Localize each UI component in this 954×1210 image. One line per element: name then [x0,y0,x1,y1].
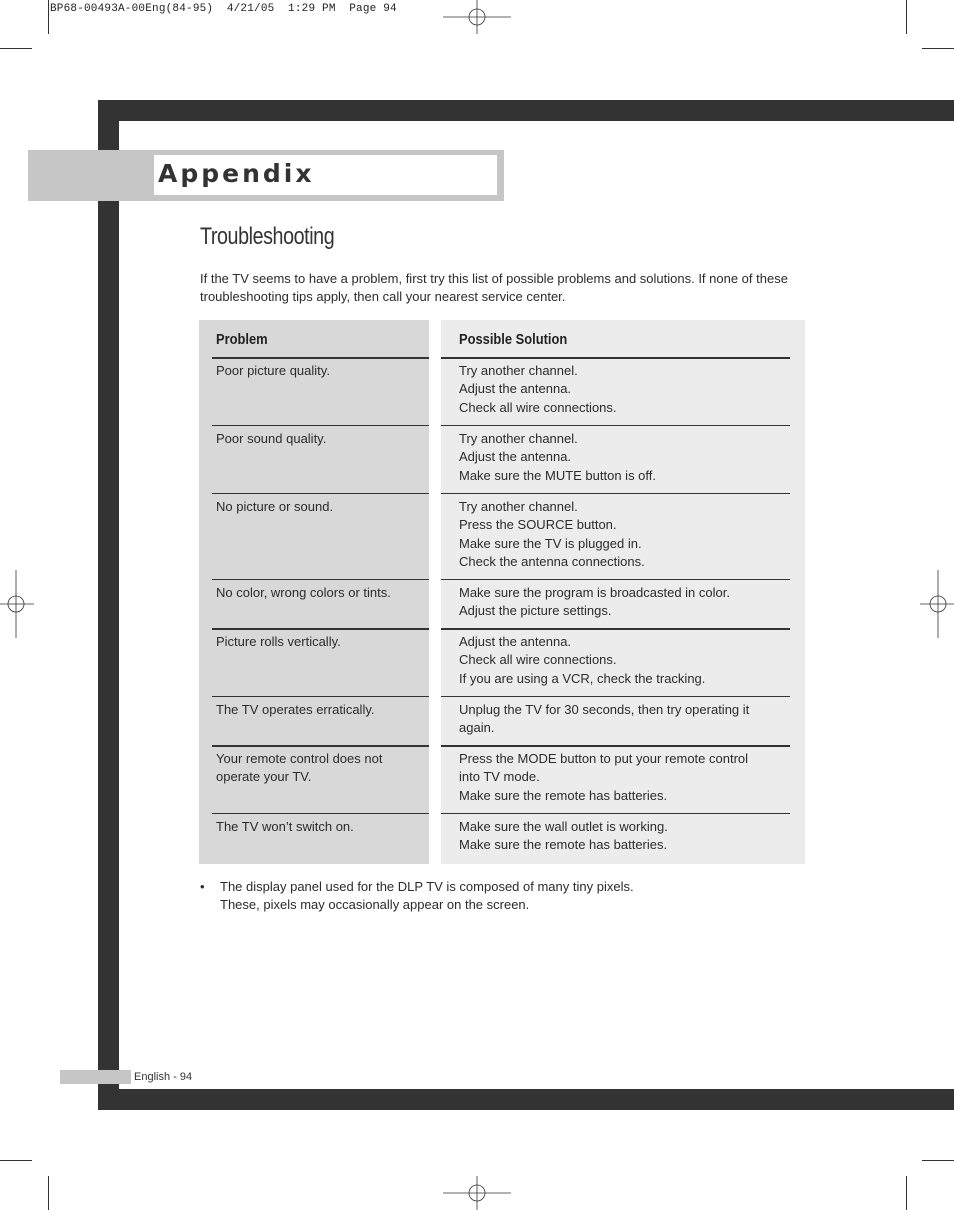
row-divider [441,745,790,747]
row-divider [441,628,790,630]
solution-text: Make sure the MUTE button is off. [459,467,657,483]
problem-text: No picture or sound. [216,499,334,514]
solution-text: Try another channel. [459,431,578,446]
problem-text: No color, wrong colors or tints. [216,585,391,600]
solution-text: Check all wire connections. [459,399,617,415]
row-divider [212,696,429,697]
print-slug: BP68-00493A-00Eng(84-95) 4/21/05 1:29 PM Page 94 [50,3,397,15]
problem-text: Your remote control does not [216,751,383,766]
solution-text: Make sure the TV is plugged in. [459,535,642,551]
solution-header: Possible Solution [459,331,568,348]
registration-mark-right-icon [920,570,954,638]
problem-text: operate your TV. [216,769,312,785]
problem-text: The TV operates erratically. [216,702,375,717]
row-divider [212,745,429,747]
registration-mark-bottom-icon [443,1176,511,1210]
footer-bar [60,1070,131,1084]
frame-left-bar [98,100,119,1110]
solution-cell [459,430,789,485]
row-divider [441,696,790,697]
problem-text: Picture rolls vertically. [216,634,341,649]
bullet-icon: • [200,879,205,894]
problem-cell [216,430,421,448]
problem-text: Poor sound quality. [216,431,327,446]
solution-text: into TV mode. [459,769,540,785]
registration-mark-left-icon [0,570,34,638]
solution-text: Adjust the antenna. [459,381,572,397]
row-divider [441,357,790,359]
row-divider [212,628,429,630]
solution-cell [459,701,789,738]
solution-text: Make sure the wall outlet is working. [459,819,668,834]
row-divider [441,579,790,580]
chapter-title: Appendix [158,159,315,188]
frame-top-bar [98,100,954,121]
problem-cell [216,498,421,516]
problem-cell [216,633,421,651]
solution-cell [459,362,789,417]
solution-text: again. [459,720,495,736]
intro-paragraph: If the TV seems to have a problem, first try this list of possible problems and solutions. If none of these troubleshooting tips apply, then call your nearest service center. [200,271,788,304]
solution-text: Adjust the antenna. [459,634,572,649]
solution-text: Adjust the antenna. [459,449,572,465]
solution-text: Adjust the picture settings. [459,603,612,619]
solution-text: Try another channel. [459,363,578,378]
problem-cell [216,701,421,719]
row-divider [212,579,429,580]
page-number: English - 94 [134,1071,193,1083]
frame-bottom-bar [98,1089,954,1110]
problem-header: Problem [216,331,268,348]
solution-cell [459,584,789,621]
solution-text: Check all wire connections. [459,652,617,668]
problem-text: Poor picture quality. [216,363,330,378]
solution-text: If you are using a VCR, check the tracking. [459,670,706,686]
row-divider [441,813,790,814]
section-title: Troubleshooting [200,223,335,250]
solution-text: Press the MODE button to put your remote control [459,751,749,766]
row-divider [441,493,790,494]
registration-mark-top-icon [443,0,511,34]
row-divider [212,493,429,494]
problem-cell [216,818,421,836]
note-line: The display panel used for the DLP TV is composed of many tiny pixels. [220,879,634,894]
row-divider [212,813,429,814]
problem-cell [216,750,421,787]
solution-text: Check the antenna connections. [459,554,645,570]
problem-text: The TV won’t switch on. [216,819,354,834]
solution-cell [459,818,789,855]
row-divider [441,425,790,426]
solution-text: Press the SOURCE button. [459,517,617,533]
note-line: These, pixels may occasionally appear on the screen. [220,897,530,913]
problem-cell [216,362,421,380]
solution-text: Try another channel. [459,499,578,514]
row-divider [212,425,429,426]
solution-text: Make sure the remote has batteries. [459,837,668,853]
row-divider [212,357,429,359]
solution-text: Make sure the remote has batteries. [459,787,668,803]
solution-cell [459,750,789,805]
problem-cell [216,584,421,602]
solution-cell [459,498,789,572]
solution-text: Make sure the program is broadcasted in color. [459,585,730,600]
solution-cell [459,633,789,688]
solution-text: Unplug the TV for 30 seconds, then try operating it [459,702,750,717]
